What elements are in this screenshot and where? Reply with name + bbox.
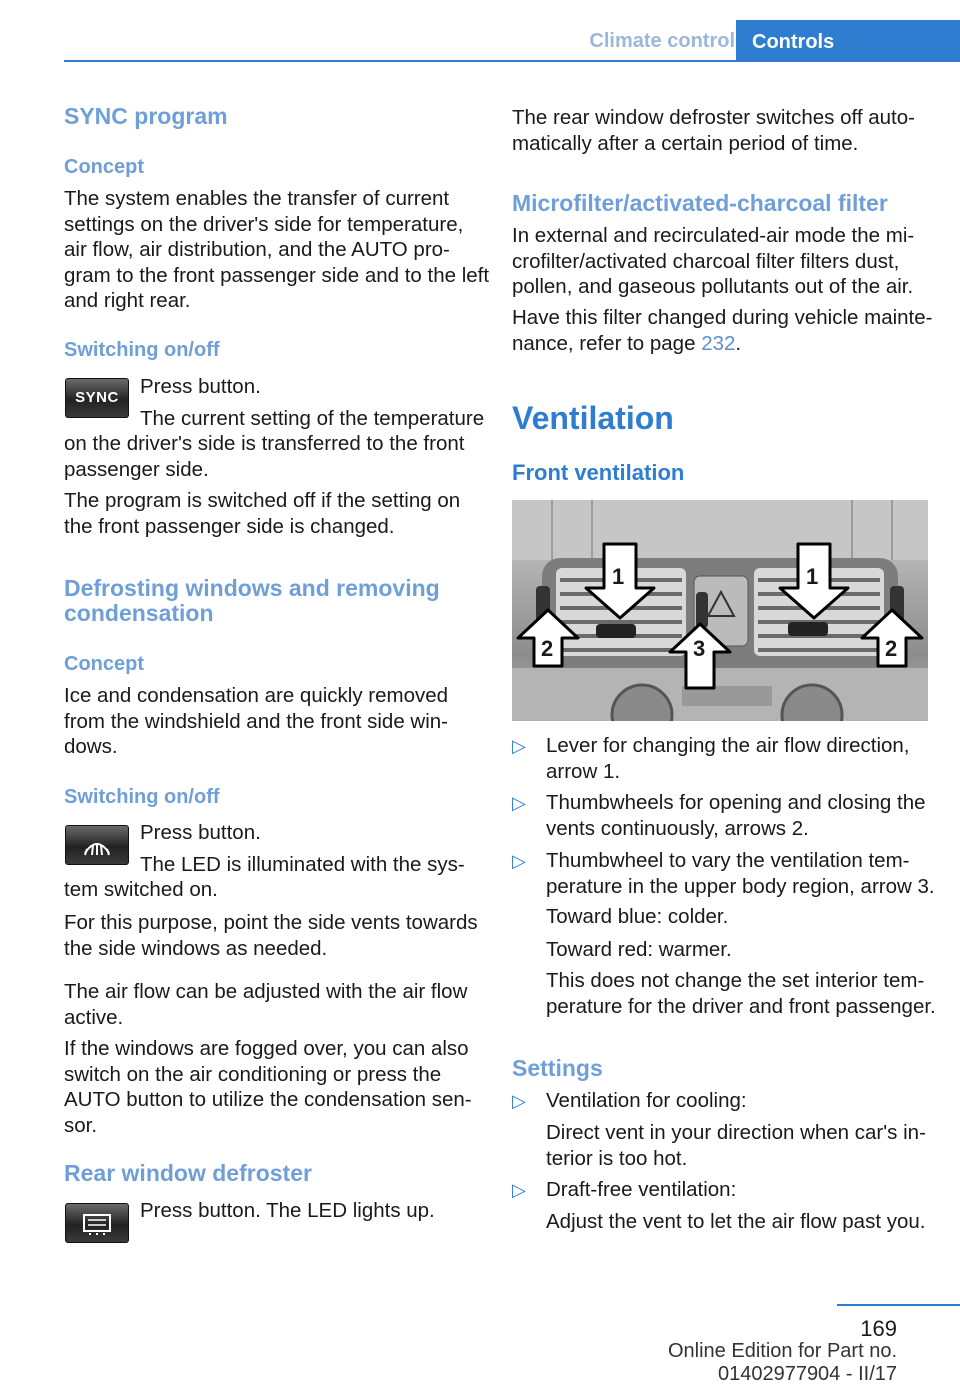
defrost-button-icon <box>65 825 129 865</box>
sync-title: SYNC program <box>64 103 228 129</box>
no-change-paragraph: This does not change the set interior tem‐ perature for the driver and front passenger. <box>546 969 936 1018</box>
press-button-text: Press button. <box>140 375 261 398</box>
setting-cooling-desc: Direct vent in your direction when car's in‐ terior is too hot. <box>546 1121 926 1170</box>
arrow-label-1-right: 1 <box>806 564 819 589</box>
defrost-title: Defrosting windows and removing condensation <box>64 575 440 626</box>
bullet-icon: ▷ <box>512 736 526 756</box>
concept-paragraph: The system enables the transfer of current settings on the driver's side for temperature, air flow, air distribution, and the AUTO pro‐ gram to the front passenger side and to the left and right rear. <box>64 187 490 312</box>
bullet-thumbwheel-temp: Thumbwheel to vary the ventilation tem‐ perature in the upper body region, arrow 3. <box>546 849 935 898</box>
bullet-icon: ▷ <box>512 1180 526 1200</box>
bullet-thumbwheels: Thumbwheels for opening and closing the vents continuously, arrows 2. <box>546 791 926 840</box>
concept-paragraph-2: Ice and condensation are quickly removed from the windshield and the front side win‐ dows. <box>64 684 449 758</box>
concept-heading: Concept <box>64 156 144 178</box>
page-232-link[interactable]: 232 <box>701 331 736 355</box>
rear-off-paragraph: The rear window defroster switches off auto‐ matically after a certain period of time. <box>512 106 915 155</box>
program-off-paragraph: The program is switched off if the setting on the front passenger side is changed. <box>64 489 461 538</box>
arrow-label-2-left: 2 <box>541 636 554 661</box>
switching-heading: Switching on/off <box>64 339 220 361</box>
bullet-icon: ▷ <box>512 1091 526 1111</box>
setting-cooling: Ventilation for cooling: <box>546 1089 747 1112</box>
arrow-label-3: 3 <box>693 636 706 661</box>
page-number: 169 <box>860 1316 897 1341</box>
fogged-paragraph: If the windows are fogged over, you can also switch on the air conditioning or press the AUTO button to utilize the condensation sen‐ sor. <box>64 1037 472 1137</box>
settings-title: Settings <box>512 1055 603 1081</box>
toward-red: Toward red: warmer. <box>546 938 732 961</box>
front-ventilation-title: Front ventilation <box>512 460 685 485</box>
header-rule <box>64 60 960 62</box>
switching-heading-2: Switching on/off <box>64 786 220 808</box>
sync-button-icon: SYNC <box>65 378 129 418</box>
setting-draftfree: Draft-free ventilation: <box>546 1178 737 1201</box>
footer-rule <box>837 1304 960 1306</box>
led-line1: The LED is illuminated with the sys‐ <box>140 853 465 876</box>
filter-paragraph: In external and recirculated-air mode the mi‐ crofilter/activated charcoal filter filters dust, pollen, and gaseous pollutants out of the air. <box>512 224 915 298</box>
running-header-tab <box>736 20 960 62</box>
concept-heading-2: Concept <box>64 653 144 675</box>
rear-defroster-title: Rear window defroster <box>64 1160 312 1186</box>
press-button-text-2: Press button. <box>140 821 261 844</box>
running-header-section: Climate control <box>589 30 735 52</box>
arrow-label-1-left: 1 <box>612 564 625 589</box>
front-vent-figure <box>512 500 928 721</box>
filter-change-paragraph: Have this filter changed during vehicle mainte‐ nance, refer to page 232. <box>512 306 933 355</box>
purpose-paragraph: For this purpose, point the side vents towards the side windows as needed. <box>64 911 478 960</box>
rear-press-text: Press button. The LED lights up. <box>140 1199 435 1222</box>
rear-defrost-button-icon <box>65 1203 129 1243</box>
airflow-paragraph: The air flow can be adjusted with the air flow active. <box>64 980 468 1029</box>
led-line2: tem switched on. <box>64 878 218 901</box>
ventilation-title: Ventilation <box>512 400 674 436</box>
tab-label: Controls <box>752 31 835 53</box>
edition-footer: Online Edition for Part no. 01402977904 - II/17 <box>667 1340 897 1385</box>
toward-blue: Toward blue: colder. <box>546 905 729 928</box>
current-setting-rest: on the driver's side is transferred to the front passenger side. <box>64 432 465 481</box>
bullet-lever: Lever for changing the air flow direction, arrow 1. <box>546 734 910 783</box>
bullet-icon: ▷ <box>512 793 526 813</box>
filter-title: Microfilter/activated-charcoal filter <box>512 190 888 216</box>
arrow-label-2-right: 2 <box>885 636 898 661</box>
bullet-icon: ▷ <box>512 851 526 871</box>
setting-draftfree-desc: Adjust the vent to let the air flow past you. <box>546 1210 926 1233</box>
current-setting-line1: The current setting of the temperature <box>140 407 485 430</box>
